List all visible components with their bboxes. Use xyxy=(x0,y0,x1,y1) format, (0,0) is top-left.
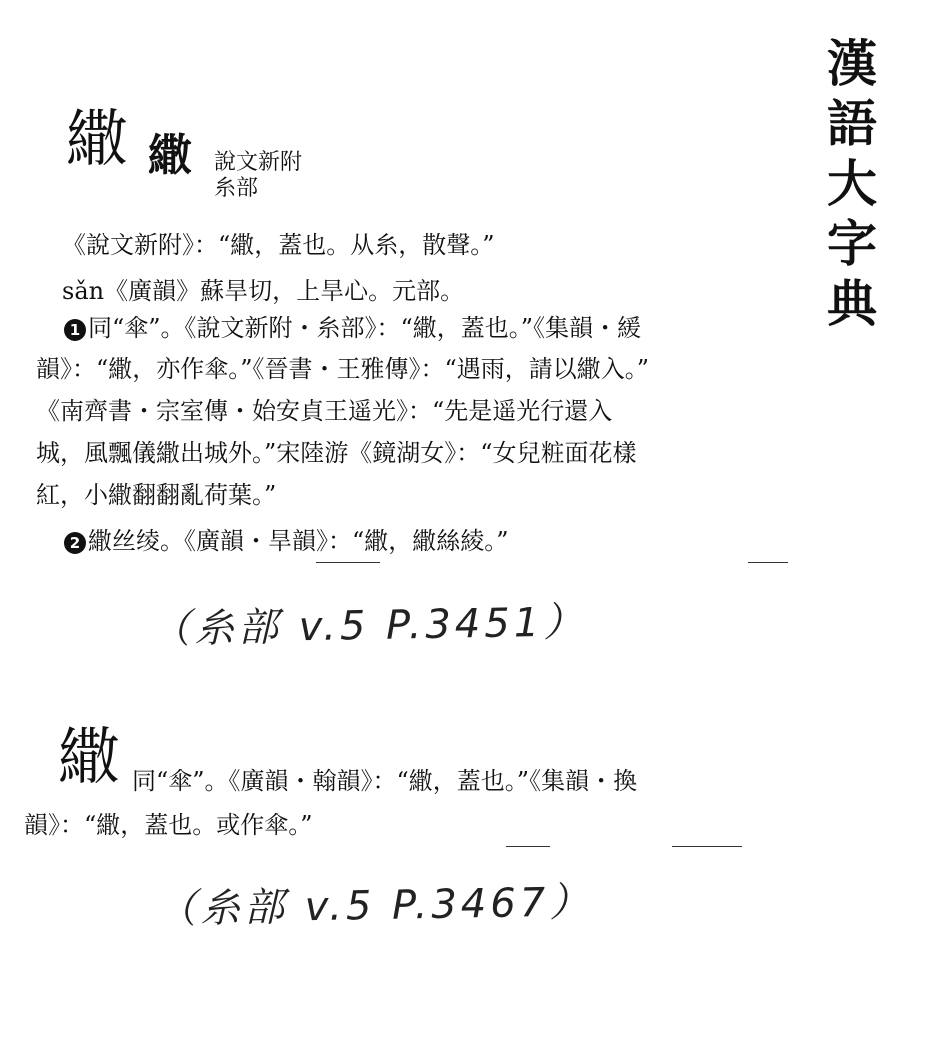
entry1-handwritten-note: （糸部 v.5 P.3451） xyxy=(149,599,588,653)
entry1-source-label xyxy=(214,150,302,202)
source-line: 說文新附 xyxy=(214,150,303,175)
underline-mark xyxy=(672,846,742,847)
entry1-sense1-line5: 紅，小繖翻翻亂荷葉。” xyxy=(36,481,277,509)
entry1-shuowen-quote: 《說文新附》：“繖，蓋也。从糸，散聲。” xyxy=(62,231,495,259)
sense-number-marker: 1 xyxy=(64,319,86,341)
dictionary-title xyxy=(822,34,882,334)
entry1-sense1-line3: 《南齊書・宗室傳・始安貞王遥光》：“先是遥光行還入 xyxy=(36,397,613,425)
entry2-head-character: 繖 xyxy=(58,720,121,793)
underline-mark xyxy=(316,562,380,563)
entry1-sense2: 2 繖丝绫。《廣韻・旱韻》：“繖，繖絲綾。” xyxy=(64,526,509,556)
entry2-line2: 韻》：“繖，蓋也。或作傘。” xyxy=(24,811,313,839)
title-char: 字 xyxy=(827,215,877,273)
entry1-head-character: 繖 xyxy=(66,102,129,175)
entry1-pronunciation: sǎn《廣韻》蘇旱切，上旱心。元部。 xyxy=(62,277,465,305)
title-char: 語 xyxy=(827,95,877,153)
entry1-seal-character: 繖 xyxy=(148,130,192,181)
title-char: 大 xyxy=(827,155,877,213)
underline-mark xyxy=(506,846,550,847)
entry1-sense1-line2: 韻》：“繖，亦作傘。”《晉書・王雅傳》：“遇雨，請以繖入。” xyxy=(36,355,650,383)
entry2-handwritten-note: （糸部 v.5 P.3467） xyxy=(155,879,594,933)
sense-number-marker: 2 xyxy=(64,532,86,554)
title-char: 漢 xyxy=(827,35,877,93)
underline-mark xyxy=(748,562,788,563)
title-char: 典 xyxy=(827,275,877,333)
source-line: 糸部 xyxy=(214,176,259,201)
entry1-sense1-line1: 1 同“傘”。《說文新附・糸部》：“繖，蓋也。”《集韻・緩 xyxy=(64,313,641,343)
entry1-sense1-line4: 城，風飄儀繖出城外。”宋陸游《鏡湖女》：“女兒粧面花樣 xyxy=(36,439,637,467)
entry2-line1: 同“傘”。《廣韻・翰韻》：“繖，蓋也。”《集韻・換 xyxy=(132,767,638,795)
